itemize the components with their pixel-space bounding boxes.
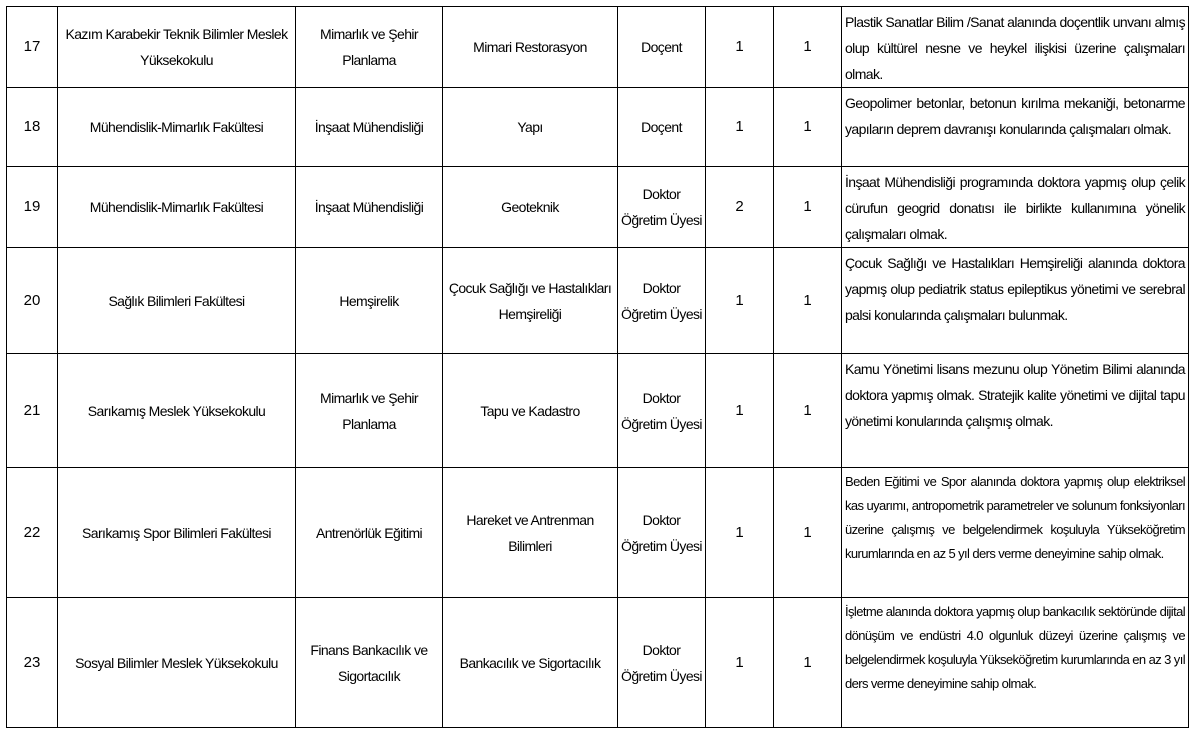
department-cell: Mimarlık ve Şehir Planlama [296,7,443,88]
count-b-cell: 1 [774,468,842,598]
unit-cell: Kazım Karabekir Teknik Bilimler Meslek Yüksekokulu [58,7,296,88]
title-cell: Doktor Öğretim Üyesi [618,354,706,468]
count-a-cell: 1 [706,248,774,354]
department-cell: Antrenörlük Eğitimi [296,468,443,598]
row-number: 22 [7,468,58,598]
program-cell: Yapı [443,88,618,167]
department-cell: Mimarlık ve Şehir Planlama [296,354,443,468]
count-a-cell: 1 [706,468,774,598]
table-row [7,354,1189,468]
program-cell: Mimari Restorasyon [443,7,618,88]
table-row [7,167,1189,248]
title-cell: Doktor Öğretim Üyesi [618,248,706,354]
row-number: 21 [7,354,58,468]
row-number: 18 [7,88,58,167]
requirements-cell: Kamu Yönetimi lisans mezunu olup Yönetim Bilimi alanında doktora yapmış olmak. Stratejik kalite yönetimi ve dijital tapu yönetimi konularında çalışmış olmak. [842,354,1189,468]
title-cell: Doktor Öğretim Üyesi [618,167,706,248]
count-a-cell: 1 [706,598,774,728]
requirements-cell: Geopolimer betonlar, betonun kırılma mekaniği, betonarme yapıların deprem davranışı konularında çalışmaları olmak. [842,88,1189,167]
count-b-cell: 1 [774,7,842,88]
row-number: 17 [7,7,58,88]
count-b-cell: 1 [774,354,842,468]
row-number: 20 [7,248,58,354]
title-cell: Doktor Öğretim Üyesi [618,598,706,728]
count-b-cell: 1 [774,167,842,248]
count-a-cell: 2 [706,167,774,248]
unit-cell: Mühendislik-Mimarlık Fakültesi [58,167,296,248]
table-row [7,248,1189,354]
program-cell: Tapu ve Kadastro [443,354,618,468]
unit-cell: Mühendislik-Mimarlık Fakültesi [58,88,296,167]
requirements-cell: Beden Eğitimi ve Spor alanında doktora yapmış olup elektriksel kas uyarımı, antropometrik parametreler ve solunum fonksiyonları üzerine çalışmış ve belgelendirmek koşuluyla Yükseköğretim kurumlarında en az 5 yıl ders verme deneyimine sahip olmak. [842,468,1189,598]
department-cell: Hemşirelik [296,248,443,354]
department-cell: İnşaat Mühendisliği [296,167,443,248]
row-number: 23 [7,598,58,728]
requirements-cell: Plastik Sanatlar Bilim /Sanat alanında doçentlik unvanı almış olup kültürel nesne ve heykel ilişkisi üzerine çalışmaları olmak. [842,7,1189,88]
unit-cell: Sarıkamış Spor Bilimleri Fakültesi [58,468,296,598]
requirements-cell: İnşaat Mühendisliği programında doktora yapmış olup çelik cürufun geogrid donatısı ile birlikte kullanımına yönelik çalışmaları olmak. [842,167,1189,248]
positions-table [6,6,1189,728]
department-cell: İnşaat Mühendisliği [296,88,443,167]
count-b-cell: 1 [774,598,842,728]
count-a-cell: 1 [706,7,774,88]
count-b-cell: 1 [774,248,842,354]
count-b-cell: 1 [774,88,842,167]
unit-cell: Sosyal Bilimler Meslek Yüksekokulu [58,598,296,728]
unit-cell: Sağlık Bilimleri Fakültesi [58,248,296,354]
table-row [7,88,1189,167]
program-cell: Çocuk Sağlığı ve Hastalıkları Hemşireliği [443,248,618,354]
title-cell: Doçent [618,7,706,88]
requirements-cell: Çocuk Sağlığı ve Hastalıkları Hemşireliği alanında doktora yapmış olup pediatrik status epileptikus yönetimi ve serebral palsi konularında çalışmaları bulunmak. [842,248,1189,354]
unit-cell: Sarıkamış Meslek Yüksekokulu [58,354,296,468]
table-row [7,7,1189,88]
count-a-cell: 1 [706,88,774,167]
program-cell: Bankacılık ve Sigortacılık [443,598,618,728]
title-cell: Doktor Öğretim Üyesi [618,468,706,598]
title-cell: Doçent [618,88,706,167]
program-cell: Hareket ve Antrenman Bilimleri [443,468,618,598]
program-cell: Geoteknik [443,167,618,248]
row-number: 19 [7,167,58,248]
table-row [7,468,1189,598]
department-cell: Finans Bankacılık ve Sigortacılık [296,598,443,728]
table-row [7,598,1189,728]
count-a-cell: 1 [706,354,774,468]
requirements-cell: İşletme alanında doktora yapmış olup bankacılık sektöründe dijital dönüşüm ve endüstri 4.0 olgunluk düzeyi üzerine çalışmış ve belgelendirmek koşuluyla Yükseköğretim kurumlarında en az 3 yıl ders verme deneyimine sahip olmak. [842,598,1189,728]
